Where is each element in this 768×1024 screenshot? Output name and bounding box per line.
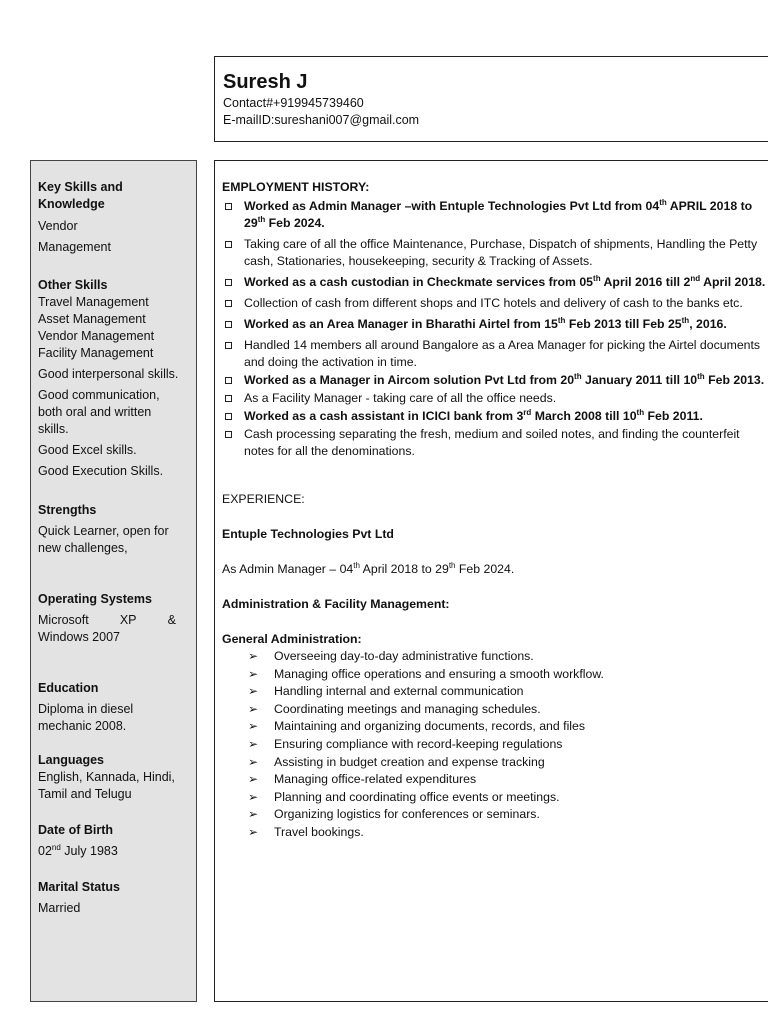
- square-bullet-icon: [225, 413, 232, 420]
- list-item-text: Coordinating meetings and managing schedules.: [274, 701, 541, 716]
- list-item-text: Travel bookings.: [274, 824, 364, 839]
- other-skill-item: Travel Management: [38, 295, 149, 309]
- languages-line-2: Tamil and Telugu: [38, 787, 132, 801]
- dob-heading: Date of Birth: [38, 823, 113, 837]
- arrow-bullet-icon: ➢: [248, 649, 259, 663]
- dob-section: [38, 822, 190, 860]
- dob-suffix: nd: [51, 842, 61, 852]
- languages-line-1: English, Kannada, Hindi,: [38, 770, 175, 784]
- square-bullet-icon: [225, 279, 232, 286]
- other-skill-item: Asset Management: [38, 312, 146, 326]
- list-item-text: Managing office operations and ensuring a smooth workflow.: [274, 666, 604, 681]
- square-bullet-icon: [225, 241, 232, 248]
- strengths-section: [38, 502, 190, 557]
- key-skills-section: [38, 179, 190, 258]
- admin-duties-list: [244, 648, 768, 842]
- arrow-bullet-icon: ➢: [248, 719, 259, 734]
- ordinal-suffix: th: [636, 407, 645, 417]
- job-text: Worked as a cash custodian in Checkmate services from 05: [244, 275, 594, 289]
- ordinal-suffix: th: [353, 560, 360, 570]
- list-item: [244, 683, 768, 701]
- job-text: Feb 2013.: [704, 373, 765, 387]
- operating-systems-section: [38, 591, 190, 646]
- key-skills-heading: [38, 179, 190, 213]
- ordinal-suffix: th: [257, 214, 266, 224]
- education-line-2: mechanic 2008.: [38, 719, 127, 733]
- employment-list: [222, 198, 768, 460]
- square-bullet-icon: [225, 395, 232, 402]
- list-item-text: Handling internal and external communication: [274, 684, 524, 699]
- main-content: [214, 160, 768, 1002]
- other-skills-heading: Other Skills: [38, 278, 108, 292]
- marital-section: [38, 879, 190, 917]
- list-item: [244, 736, 768, 754]
- os-word: Microsoft: [38, 613, 89, 627]
- job-entry: [222, 198, 768, 232]
- header-box: [214, 56, 768, 142]
- arrow-bullet-icon: ➢: [248, 807, 259, 822]
- list-item: [244, 718, 768, 736]
- other-skill-item: Facility Management: [38, 346, 154, 360]
- arrow-bullet-icon: ➢: [248, 772, 259, 787]
- ordinal-suffix: th: [557, 315, 566, 325]
- job-text: Feb 2011.: [644, 409, 703, 423]
- list-item: [244, 648, 768, 666]
- job-text: Worked as a cash assistant in ICICI bank from 3: [244, 409, 524, 423]
- list-item-text: Maintaining and organizing documents, records, and files: [274, 719, 586, 734]
- arrow-bullet-icon: ➢: [248, 789, 259, 804]
- languages-heading: Languages: [38, 753, 104, 767]
- list-item: [244, 806, 768, 824]
- job-entry: [222, 274, 768, 291]
- ordinal-suffix: th: [574, 371, 582, 381]
- job-text: APRIL 2018 to 29: [244, 199, 753, 230]
- general-admin-heading: General Administration:: [222, 632, 362, 646]
- list-item: [244, 771, 768, 789]
- key-skills-heading-line-1: Key Skills and: [38, 180, 123, 194]
- job-description-text: Taking care of all the office Maintenance, Purchase, Dispatch of shipments, Handling the Petty cash, Stationaries, housekeeping, security & Tracking of Assets.: [244, 237, 758, 268]
- os-word: &: [167, 613, 176, 627]
- dob-day: 02: [38, 844, 52, 858]
- languages-section: [38, 752, 190, 803]
- job-text: April 2018.: [700, 275, 766, 289]
- role-line: [222, 561, 768, 578]
- sidebar: [30, 160, 197, 1002]
- communication-line-3: skills.: [38, 422, 69, 436]
- square-bullet-icon: [225, 342, 232, 349]
- list-item: [244, 666, 768, 684]
- ordinal-suffix: rd: [523, 407, 532, 417]
- square-bullet-icon: [225, 377, 232, 384]
- job-text: March 2008 till 10: [531, 409, 637, 423]
- square-bullet-icon: [225, 203, 232, 210]
- key-skill-line-2: Management: [38, 240, 111, 254]
- arrow-bullet-icon: ➢: [248, 824, 259, 839]
- list-item-text: Ensuring compliance with record-keeping regulations: [274, 736, 563, 751]
- job-entry: [222, 408, 768, 425]
- job-entry: [222, 316, 768, 333]
- job-text: Worked as an Area Manager in Bharathi Airtel from 15: [244, 317, 558, 331]
- operating-systems-heading: Operating Systems: [38, 592, 152, 606]
- candidate-name: Suresh J: [223, 71, 308, 93]
- job-description-text: Cash processing separating the fresh, medium and soiled notes, and finding the counterfeit notes for all the denominations.: [244, 427, 740, 458]
- arrow-bullet-icon: ➢: [248, 684, 259, 699]
- ordinal-suffix: nd: [690, 273, 701, 283]
- job-text: Worked as a Manager in Aircom solution Pvt Ltd from 20: [244, 373, 575, 387]
- job-description: [222, 337, 768, 371]
- list-item-text: Overseeing day-to-day administrative functions.: [274, 649, 534, 663]
- square-bullet-icon: [225, 300, 232, 307]
- ordinal-suffix: th: [681, 315, 690, 325]
- arrow-bullet-icon: ➢: [248, 701, 259, 716]
- interpersonal-skill: Good interpersonal skills.: [38, 367, 179, 381]
- other-skills-section: [38, 277, 190, 480]
- list-item: [244, 754, 768, 772]
- key-skill-line-1: Vendor: [38, 219, 78, 233]
- list-item: [244, 701, 768, 719]
- job-text: April 2016 till 2: [600, 275, 691, 289]
- job-entry: [222, 372, 768, 389]
- list-item-text: Managing office-related expenditures: [274, 772, 477, 787]
- experience-heading: EXPERIENCE:: [222, 492, 305, 506]
- ordinal-suffix: th: [697, 371, 705, 381]
- role-text: April 2018 to 29: [359, 562, 449, 576]
- communication-skill: [38, 387, 190, 438]
- strengths-line-2: new challenges,: [38, 541, 128, 555]
- education-section: [38, 680, 190, 735]
- education-line-1: Diploma in diesel: [38, 702, 134, 716]
- job-description: [222, 426, 768, 460]
- list-item-text: Organizing logistics for conferences or seminars.: [274, 807, 540, 822]
- list-item-text: Planning and coordinating office events or meetings.: [274, 789, 560, 804]
- list-item-text: Assisting in budget creation and expense tracking: [274, 754, 545, 769]
- square-bullet-icon: [225, 321, 232, 328]
- communication-line-1: Good communication,: [38, 388, 160, 402]
- job-description-text: Collection of cash from different shops and ITC hotels and delivery of cash to the banks etc.: [244, 296, 743, 310]
- square-bullet-icon: [225, 431, 232, 438]
- employment-history-heading: EMPLOYMENT HISTORY:: [222, 180, 370, 194]
- key-skills-heading-line-2: Knowledge: [38, 197, 105, 211]
- contact-number: Contact#+919945739460: [223, 96, 364, 110]
- dob-value: [38, 843, 190, 860]
- ordinal-suffix: th: [659, 197, 667, 207]
- admin-facility-heading: Administration & Facility Management:: [222, 597, 450, 611]
- communication-line-2: both oral and written: [38, 405, 152, 419]
- list-item: [244, 824, 768, 842]
- company-name: Entuple Technologies Pvt Ltd: [222, 527, 394, 541]
- os-line-2: Windows 2007: [38, 630, 120, 644]
- list-item: [244, 789, 768, 807]
- marital-value: Married: [38, 901, 81, 915]
- job-text: Feb 2013 till Feb 25: [565, 317, 682, 331]
- dob-month-year: July 1983: [60, 844, 118, 858]
- ordinal-suffix: th: [593, 273, 601, 283]
- role-text: As Admin Manager – 04: [222, 562, 354, 576]
- job-text: Worked as Admin Manager –with Entuple Technologies Pvt Ltd from 04: [244, 199, 660, 213]
- os-word: XP: [119, 613, 137, 627]
- other-skill-item: Vendor Management: [38, 329, 155, 343]
- job-description-text: As a Facility Manager - taking care of all the office needs.: [244, 391, 557, 405]
- excel-skill: Good Excel skills.: [38, 443, 137, 457]
- arrow-bullet-icon: ➢: [248, 666, 259, 681]
- arrow-bullet-icon: ➢: [248, 736, 259, 751]
- marital-heading: Marital Status: [38, 880, 120, 894]
- execution-skill: Good Execution Skills.: [38, 464, 164, 478]
- arrow-bullet-icon: ➢: [248, 754, 259, 769]
- job-description: [222, 236, 768, 270]
- strengths-line-1: Quick Learner, open for: [38, 524, 169, 538]
- job-description-text: Handled 14 members all around Bangalore as a Area Manager for picking the Airtel documents and doing the activation in time.: [244, 338, 761, 369]
- job-description: [222, 295, 768, 312]
- job-text: Feb 2024.: [265, 216, 325, 230]
- ordinal-suffix: th: [448, 560, 456, 570]
- role-text: Feb 2024.: [455, 562, 515, 576]
- education-heading: Education: [38, 681, 99, 695]
- job-text: , 2016.: [689, 317, 727, 331]
- email-address: E-mailID:sureshani007@gmail.com: [223, 113, 420, 127]
- os-line-1: [38, 612, 176, 629]
- strengths-heading: Strengths: [38, 503, 97, 517]
- job-description: [222, 390, 768, 407]
- job-text: January 2011 till 10: [581, 373, 698, 387]
